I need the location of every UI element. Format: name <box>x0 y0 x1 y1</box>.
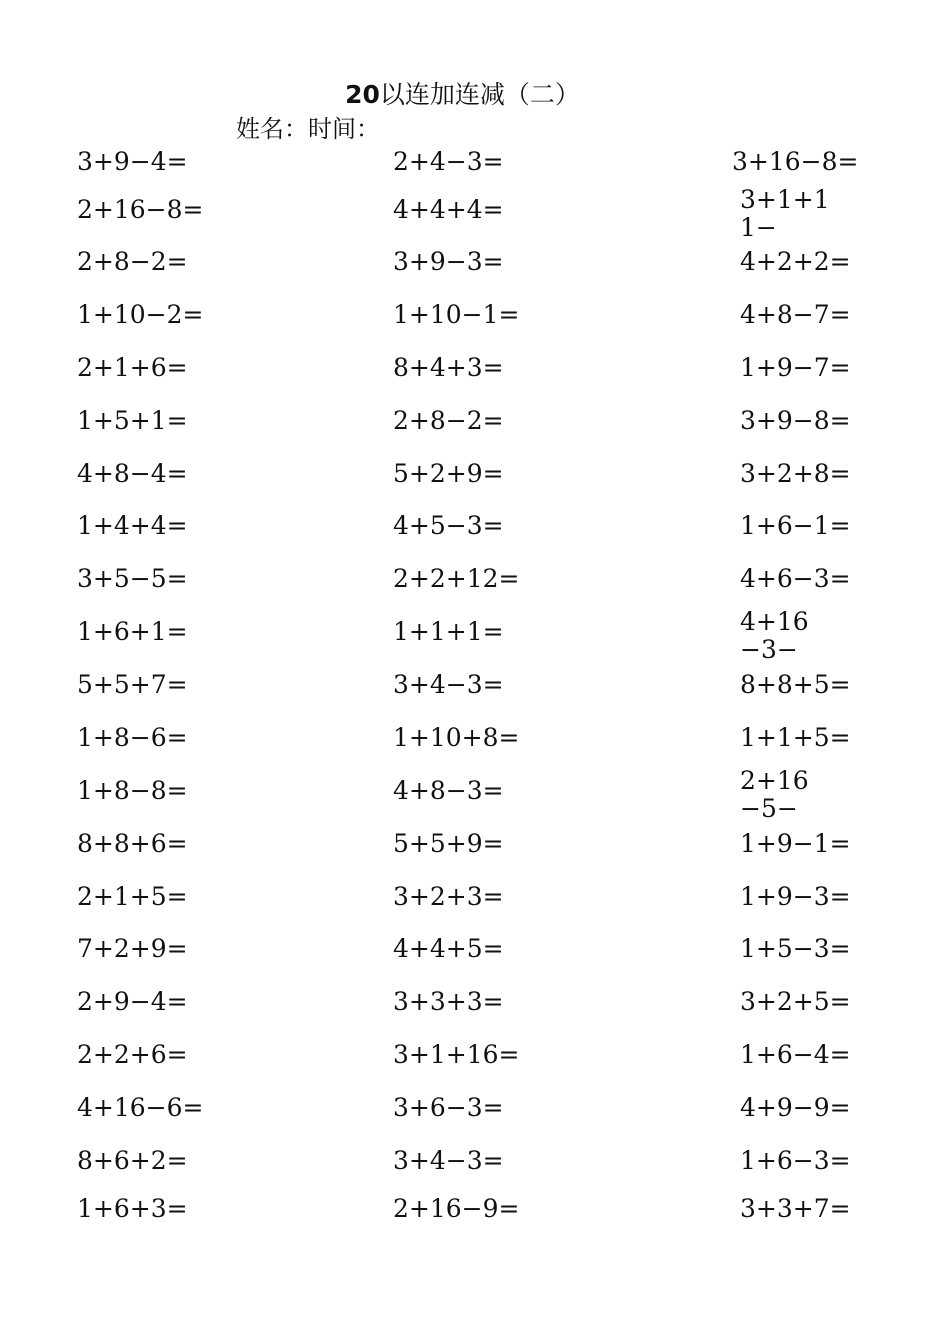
arithmetic-problem: 3+4−3= <box>393 670 504 699</box>
arithmetic-problem: 1+10−2= <box>77 300 204 329</box>
arithmetic-problem: 3+2+3= <box>393 882 504 911</box>
arithmetic-problem: 5+5+7= <box>77 670 188 699</box>
arithmetic-problem: 4+6−3= <box>740 564 851 593</box>
arithmetic-problem: 4+9−9= <box>740 1093 851 1122</box>
arithmetic-problem: 1+6−4= <box>740 1040 851 1069</box>
arithmetic-problem: 2+8−2= <box>77 247 188 276</box>
arithmetic-problem: 8+8+6= <box>77 829 188 858</box>
arithmetic-problem: 2+16−8= <box>77 195 204 224</box>
arithmetic-problem: 3+3+7= <box>740 1194 851 1223</box>
name-time-label: 姓名：时间： <box>236 115 380 143</box>
arithmetic-problem: 1+1+5= <box>740 723 851 752</box>
title-text: 以连加连减（二） <box>379 80 580 109</box>
arithmetic-problem: 1+6−1= <box>740 511 851 540</box>
arithmetic-problem: 1+9−3= <box>740 882 851 911</box>
arithmetic-problem: 3+1+16= <box>393 1040 520 1069</box>
arithmetic-problem: 1+10−1= <box>393 300 520 329</box>
arithmetic-problem: 4+5−3= <box>393 511 504 540</box>
arithmetic-problem: 1+5+1= <box>77 406 188 435</box>
arithmetic-problem: 2+2+6= <box>77 1040 188 1069</box>
arithmetic-problem: 2+1+5= <box>77 882 188 911</box>
arithmetic-problem: 1+4+4= <box>77 511 188 540</box>
arithmetic-problem: 5+5+9= <box>393 829 504 858</box>
arithmetic-problem: 4+8−4= <box>77 459 188 488</box>
arithmetic-problem: 1+8−6= <box>77 723 188 752</box>
arithmetic-problem: 2+9−4= <box>77 987 188 1016</box>
arithmetic-problem: 3+2+5= <box>740 987 851 1016</box>
arithmetic-problem: 8+6+2= <box>77 1146 188 1175</box>
arithmetic-problem: 1+6+1= <box>77 617 188 646</box>
arithmetic-problem: 8+8+5= <box>740 670 851 699</box>
arithmetic-problem: 3+9−3= <box>393 247 504 276</box>
arithmetic-problem: 1+6+3= <box>77 1194 188 1223</box>
arithmetic-problem: 1+6−3= <box>740 1146 851 1175</box>
title-number: 20 <box>345 80 380 109</box>
arithmetic-problem: 4+4+5= <box>393 934 504 963</box>
arithmetic-problem: 4+2+2= <box>740 247 851 276</box>
arithmetic-problem: 1+5−3= <box>740 934 851 963</box>
worksheet-title <box>0 80 925 110</box>
arithmetic-problem: 5+2+9= <box>393 459 504 488</box>
arithmetic-problem: 4+16−6= <box>77 1093 204 1122</box>
arithmetic-problem: 2+4−3= <box>393 147 504 176</box>
arithmetic-problem: 3+9−4= <box>77 147 188 176</box>
arithmetic-problem: 3+4−3= <box>393 1146 504 1175</box>
arithmetic-problem: 4+16−3− <box>740 607 809 664</box>
arithmetic-problem: 1+9−7= <box>740 353 851 382</box>
arithmetic-problem: 1+1+1= <box>393 617 504 646</box>
arithmetic-problem: 4+8−7= <box>740 300 851 329</box>
arithmetic-problem: 2+8−2= <box>393 406 504 435</box>
arithmetic-problem: 3+2+8= <box>740 459 851 488</box>
arithmetic-problem: 3+16−8= <box>732 147 859 176</box>
arithmetic-problem: 3+1+11− <box>740 185 830 242</box>
arithmetic-problem: 1+8−8= <box>77 776 188 805</box>
arithmetic-problem: 1+10+8= <box>393 723 520 752</box>
arithmetic-problem: 2+1+6= <box>77 353 188 382</box>
arithmetic-problem: 8+4+3= <box>393 353 504 382</box>
arithmetic-problem: 4+4+4= <box>393 195 504 224</box>
arithmetic-problem: 2+16−5− <box>740 766 809 823</box>
arithmetic-problem: 2+16−9= <box>393 1194 520 1223</box>
arithmetic-problem: 3+3+3= <box>393 987 504 1016</box>
arithmetic-problem: 7+2+9= <box>77 934 188 963</box>
arithmetic-problem: 3+6−3= <box>393 1093 504 1122</box>
arithmetic-problem: 4+8−3= <box>393 776 504 805</box>
arithmetic-problem: 1+9−1= <box>740 829 851 858</box>
arithmetic-problem: 3+9−8= <box>740 406 851 435</box>
arithmetic-problem: 2+2+12= <box>393 564 520 593</box>
arithmetic-problem: 3+5−5= <box>77 564 188 593</box>
